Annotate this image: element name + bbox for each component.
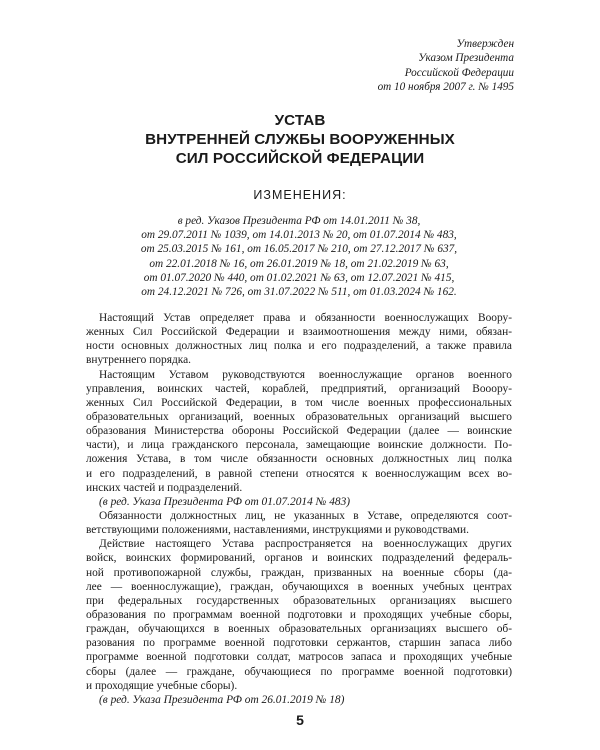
paragraph-line: сборы (далее — граждане, обучающиеся по программе военной подготовки): [86, 665, 512, 678]
paragraph-line: образования по программам военной подготовки и проходящих учебные сборы,: [86, 608, 512, 621]
approval-line: от 10 ноября 2007 г. № 1495: [377, 80, 514, 93]
amendment-line: от 22.01.2018 № 16, от 26.01.2019 № 18, от 21.02.2019 № 63,: [149, 257, 449, 270]
paragraph-line: ной противопожарной службы, граждан, призванных на военные сборы (да-: [86, 566, 512, 579]
paragraph-line: женных Сил Российской Федерации и взаимоотношения между ними, обязан-: [86, 326, 512, 339]
amendment-line: от 24.12.2021 № 726, от 31.07.2022 № 511, от 01.03.2024 № 162.: [141, 286, 457, 299]
paragraph-line: образования Министерства обороны Российской Федерации (далее — воинские: [86, 425, 512, 438]
paragraph-line: женных Сил Российской Федерации, в том числе военных профессиональных: [86, 396, 512, 409]
changes-heading: ИЗМЕНЕНИЯ:: [253, 188, 347, 202]
title-line: СИЛ РОССИЙСКОЙ ФЕДЕРАЦИИ: [175, 150, 425, 167]
paragraph-line: разования по программе военной подготовки сержантов, старшин запаса либо: [86, 637, 512, 650]
amendment-line: в ред. Указов Президента РФ от 14.01.2011 № 38,: [177, 215, 421, 227]
approval-block: [378, 37, 514, 94]
paragraph-line: граждан, обучающихся в военных образовательных организациях высшего об-: [86, 623, 512, 636]
approval-line: Утвержден: [456, 38, 514, 50]
paragraph-line: управления, воинских частей, кораблей, предприятий, организаций Вооору-: [86, 382, 512, 395]
paragraph-line: образовательных организаций, военных образовательных организаций высшего: [86, 410, 512, 423]
page-number: 5: [296, 712, 304, 728]
paragraph-line: войск, воинских формирований, органов и воинских подразделений федераль-: [86, 552, 512, 565]
paragraph-line: Действие настоящего Устава распространяется на военнослужащих других: [99, 538, 512, 551]
title-line: ВНУТРЕННЕЙ СЛУЖБЫ ВООРУЖЕННЫХ: [145, 131, 455, 148]
approval-line: Указом Президента: [418, 52, 514, 65]
paragraph-line: программе военной подготовки солдат, матросов запаса и проходящих учебные: [86, 651, 512, 664]
paragraph-line: и проходящие учебные сборы).: [86, 679, 238, 692]
paragraph-line: ности основных должностных лиц полка и его подразделений, а также правила: [86, 340, 512, 353]
paragraph-line: Настоящий Устав определяет права и обязанности военнослужащих Воору-: [99, 312, 512, 324]
document-body: [86, 311, 512, 707]
paragraph-line: Обязанности должностных лиц, не указанных в Уставе, определяются соот-: [99, 509, 512, 522]
paragraph-line: лее — военнослужащие), граждан, обучающихся в военных учебных центрах: [86, 580, 512, 593]
paragraph-line: при федеральных государственных образовательных организациях высшего: [86, 594, 512, 607]
paragraph-line: инских частей и подразделений.: [86, 481, 243, 494]
title-line: УСТАВ: [274, 112, 326, 129]
amendment-reference: (в ред. Указа Президента РФ от 26.01.2019 № 18): [99, 693, 345, 706]
amendment-reference: (в ред. Указа Президента РФ от 01.07.2014 № 483): [99, 495, 351, 508]
amendments-list: [86, 214, 512, 299]
document-title: [0, 111, 600, 168]
amendment-line: от 29.07.2011 № 1039, от 14.01.2013 № 20, от 01.07.2014 № 483,: [141, 229, 457, 242]
paragraph-line: и его подразделений, в равной степени относятся к военнослужащим всех во-: [86, 467, 512, 480]
approval-line: Российской Федерации: [404, 66, 514, 79]
paragraph-line: ложения Устава, в том числе обязанности основных должностных лиц полка: [86, 453, 512, 466]
paragraph-line: ветствующими положениями, наставлениями, инструкциями и руководствами.: [86, 524, 469, 537]
paragraph-line: части), и лица гражданского персонала, замещающие воинские должности. По-: [86, 439, 512, 452]
amendment-line: от 01.07.2020 № 440, от 01.02.2021 № 63, от 12.07.2021 № 415,: [143, 271, 455, 284]
paragraph-line: внутреннего порядка.: [86, 354, 192, 367]
paragraph-line: Настоящим Уставом руководствуются военнослужащие органов военного: [99, 368, 512, 381]
amendment-line: от 25.03.2015 № 161, от 16.05.2017 № 210, от 27.12.2017 № 637,: [140, 243, 458, 256]
